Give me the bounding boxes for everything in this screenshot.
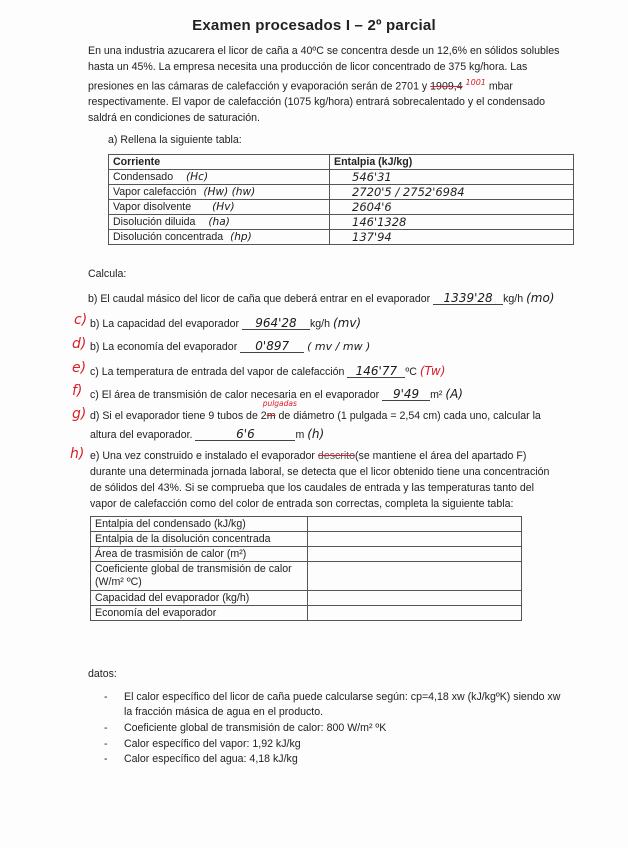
table-row bbox=[109, 215, 574, 230]
row-note: (ha) bbox=[208, 216, 230, 228]
row-cell[interactable] bbox=[308, 532, 522, 547]
row-label: Área de trasmisión de calor (m²) bbox=[91, 547, 308, 562]
datos-label: datos: bbox=[88, 668, 117, 680]
question-h-line2: durante una determinada jornada laboral, se detecta que el licor obtenido tiene una concentración bbox=[90, 466, 550, 478]
question-e bbox=[90, 364, 445, 378]
table-row bbox=[91, 532, 522, 547]
table-row bbox=[91, 606, 522, 621]
question-d bbox=[90, 340, 370, 353]
note-c: (mv) bbox=[332, 316, 362, 330]
page-title: Examen procesados I – 2º parcial bbox=[192, 17, 436, 34]
question-b bbox=[88, 291, 555, 305]
marker-g: g) bbox=[72, 406, 87, 422]
row-cell[interactable] bbox=[308, 562, 522, 591]
unit-g: m bbox=[295, 429, 305, 441]
question-b-text: b) El caudal másico del licor de caña que deberá entrar en el evaporador bbox=[88, 293, 431, 305]
struck-pressure: 1909,4 bbox=[430, 80, 463, 93]
table-row bbox=[109, 230, 574, 245]
list-item: - Coeficiente global de transmisión de calor: 800 W/m² ºK bbox=[104, 721, 564, 736]
table-row bbox=[91, 517, 522, 532]
row-name: Vapor calefacción bbox=[113, 186, 197, 198]
answer-g: 6'6 bbox=[195, 428, 295, 441]
row-value: 2604'6 bbox=[330, 200, 574, 215]
row-value: 2720'5 / 2752'6984 bbox=[330, 185, 574, 200]
intro-text-2: mbar respectivamente. El vapor de calefacción (1075 kg/hora) entrará sobrecalentado y el condensado saldrá en condiciones de saturación. bbox=[88, 80, 545, 124]
answer-f: 9'49 bbox=[382, 388, 430, 401]
question-e-text: c) La temperatura de entrada del vapor de calefacción bbox=[90, 366, 345, 378]
answer-b: 1339'28 bbox=[433, 292, 503, 305]
note-f: (A) bbox=[445, 387, 463, 401]
answer-c: 964'28 bbox=[242, 317, 310, 330]
marker-h: h) bbox=[70, 446, 85, 462]
results-table bbox=[90, 516, 522, 621]
intro-paragraph bbox=[88, 44, 574, 126]
table-row bbox=[109, 185, 574, 200]
question-h-line4: vapor de calefacción como del color de entrada son correctas, completa la siguiente tabla: bbox=[90, 498, 514, 510]
row-label: Entalpia del condensado (kJ/kg) bbox=[91, 517, 308, 532]
list-item: - Calor específico del agua: 4,18 kJ/kg bbox=[104, 752, 564, 767]
answer-e: 146'77 bbox=[347, 365, 405, 378]
enthalpy-table bbox=[108, 154, 574, 245]
question-c bbox=[90, 316, 361, 330]
row-value: 546'31 bbox=[330, 170, 574, 185]
question-g-text2: de diámetro (1 pulgada = 2,54 cm) cada uno, calcular la bbox=[278, 410, 541, 422]
row-name: Disolución diluida bbox=[113, 216, 196, 228]
row-name: Disolución concentrada bbox=[113, 231, 224, 243]
row-label: Coeficiente global de transmisión de calor (W/m² ºC) bbox=[91, 562, 308, 591]
marker-d: d) bbox=[72, 336, 87, 352]
question-g-line1 bbox=[90, 399, 541, 422]
question-f-text: c) El área de transmisión de calor necesaria en el evaporador bbox=[90, 389, 380, 401]
row-cell[interactable] bbox=[308, 517, 522, 532]
question-h-text1b: (se mantiene el área del apartado F) bbox=[355, 450, 527, 462]
corrected-pressure: 1001 bbox=[465, 78, 486, 87]
list-item: - Calor específico del vapor: 1,92 kJ/kg bbox=[104, 737, 564, 752]
question-d-text: b) La economía del evaporador bbox=[90, 341, 238, 353]
table-row bbox=[91, 562, 522, 591]
table-row bbox=[109, 170, 574, 185]
row-label: Economía del evaporador bbox=[91, 606, 308, 621]
question-h-line1 bbox=[90, 450, 526, 462]
unit-c: kg/h bbox=[309, 318, 330, 330]
note-e: (Tw) bbox=[419, 364, 446, 378]
struck-h: descrito bbox=[317, 450, 356, 462]
row-label: Capacidad del evaporador (kg/h) bbox=[91, 591, 308, 606]
correction-g: pulgadas bbox=[262, 399, 297, 408]
table-header-row bbox=[109, 155, 574, 170]
row-name: Condensado bbox=[113, 171, 174, 183]
answer-d: 0'897 bbox=[240, 340, 304, 353]
question-c-text: b) La capacidad del evaporador bbox=[90, 318, 240, 330]
table-row bbox=[91, 591, 522, 606]
row-note: (hp) bbox=[230, 231, 252, 243]
question-g-text1: d) Si el evaporador tiene 9 tubos de 2 bbox=[90, 410, 267, 422]
marker-e: e) bbox=[72, 360, 87, 376]
intro-text-1: En una industria azucarera el licor de caña a 40ºC se concentra desde un 12,6% en sólidos solubles hasta un 45%. La empresa necesita una producción de licor concentrado de 375 kg/hora. Las presiones en las cámaras de calefacción y evaporación serán de 2701 y bbox=[88, 45, 560, 93]
row-name: Vapor disolvente bbox=[113, 201, 192, 213]
row-note: (Hv) bbox=[212, 201, 235, 213]
unit-e: ºC bbox=[405, 366, 417, 378]
row-cell[interactable] bbox=[308, 547, 522, 562]
calcula-label: Calcula: bbox=[88, 268, 127, 280]
question-h-line3: de sólidos del 43%. Si se comprueba que los caudales de entrada y las temperaturas tanto del bbox=[90, 482, 535, 494]
section-a-label: a) Rellena la siguiente tabla: bbox=[108, 134, 242, 146]
table-row bbox=[109, 200, 574, 215]
note-b: (mo) bbox=[526, 291, 555, 305]
header-corriente: Corriente bbox=[109, 155, 330, 170]
row-cell[interactable] bbox=[308, 606, 522, 621]
row-label: Entalpia de la disolución concentrada bbox=[91, 532, 308, 547]
question-h-text1: e) Una vez construido e instalado el evaporador bbox=[90, 450, 315, 462]
row-value: 137'94 bbox=[330, 230, 574, 245]
note-d: ( mv / mw ) bbox=[307, 340, 371, 353]
unit-b: kg/h bbox=[503, 293, 524, 305]
struck-unit-g: m bbox=[266, 410, 276, 422]
row-note: (Hc) bbox=[186, 171, 209, 183]
marker-f: f) bbox=[72, 383, 83, 399]
note-g: (h) bbox=[307, 427, 325, 441]
row-note: (Hw) (hw) bbox=[203, 186, 256, 198]
unit-f: m² bbox=[430, 389, 443, 401]
table-row bbox=[91, 547, 522, 562]
datos-list bbox=[104, 690, 564, 767]
marker-c: c) bbox=[74, 312, 88, 328]
row-cell[interactable] bbox=[308, 591, 522, 606]
list-item: - El calor específico del licor de caña puede calcularse según: cp=4,18 xw (kJ/kgºK) siendo xw la fracción másica de agua en el producto. bbox=[104, 690, 564, 719]
header-entalpia: Entalpia (kJ/kg) bbox=[330, 155, 574, 170]
question-g-line2 bbox=[90, 427, 324, 441]
question-g-text3: altura del evaporador. bbox=[90, 429, 193, 441]
row-value: 146'1328 bbox=[330, 215, 574, 230]
